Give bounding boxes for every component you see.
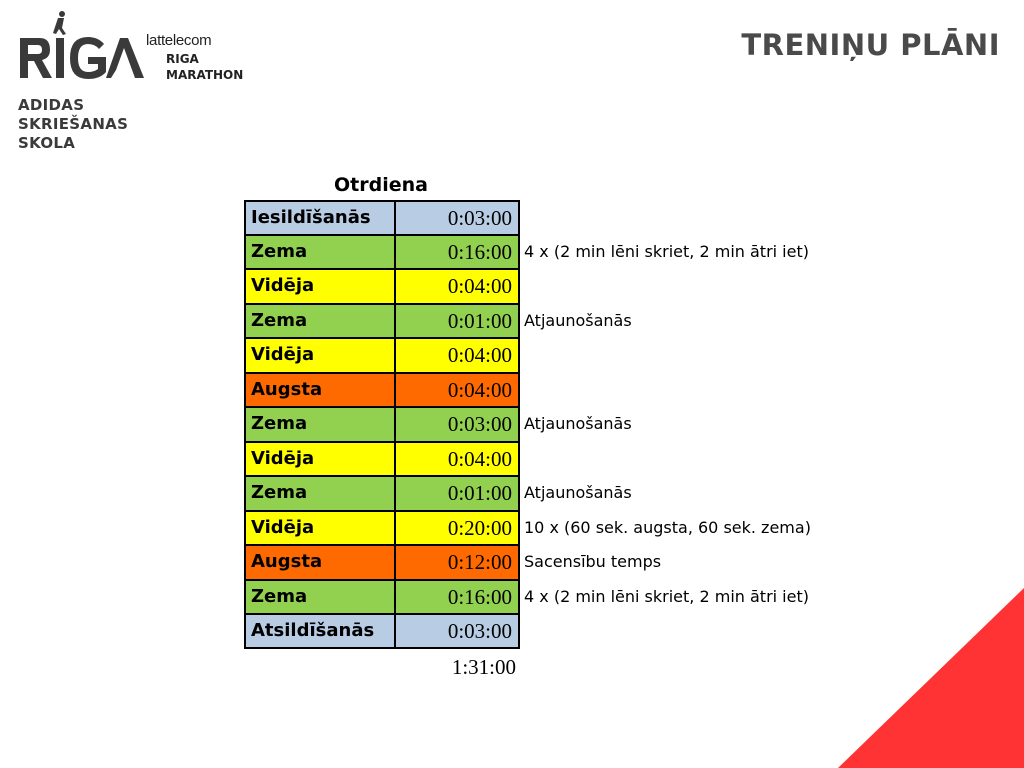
zone-cell: Augsta: [244, 545, 396, 580]
note-text: 10 x (60 sek. augsta, 60 sek. zema): [524, 517, 811, 537]
zone-cell: Vidēja: [244, 511, 396, 546]
brand-marathon: MARATHON: [166, 68, 244, 82]
school-name: [18, 96, 128, 153]
time-cell: 0:03:00: [396, 407, 520, 442]
time-cell: 0:16:00: [396, 580, 520, 615]
time-cell: 0:01:00: [396, 476, 520, 511]
school-line: SKRIEŠANAS: [18, 115, 129, 133]
time-cell: 0:04:00: [396, 373, 520, 408]
zone-cell: Zema: [244, 476, 396, 511]
zone-cell: Atsildīšanās: [244, 614, 396, 649]
zone-cell: Zema: [244, 235, 396, 270]
time-cell: 0:03:00: [396, 614, 520, 649]
brand-riga: RIGA: [166, 52, 199, 66]
time-cell: 0:04:00: [396, 442, 520, 477]
day-title: Otrdiena: [334, 174, 428, 196]
zone-cell: Zema: [244, 580, 396, 615]
zone-cell: Vidēja: [244, 269, 396, 304]
sponsor-name: lattelecom: [146, 32, 212, 49]
note-text: Atjaunošanās: [524, 483, 632, 502]
riga-marathon-logo: [18, 10, 258, 80]
page-title: TRENIŅU PLĀNI: [741, 28, 1000, 62]
time-cell: 0:01:00: [396, 304, 520, 339]
corner-accent-shape: [838, 588, 1024, 768]
note-text: Atjaunošanās: [524, 414, 632, 433]
zone-cell: Zema: [244, 304, 396, 339]
time-cell: 0:03:00: [396, 200, 520, 235]
school-line: ADIDAS: [18, 96, 85, 114]
note-text: 4 x (2 min lēni skriet, 2 min ātri iet): [524, 241, 809, 261]
zone-cell: Vidēja: [244, 338, 396, 373]
zone-cell: Augsta: [244, 373, 396, 408]
time-cell: 0:20:00: [396, 511, 520, 546]
total-time: 1:31:00: [451, 655, 516, 679]
note-text: 4 x (2 min lēni skriet, 2 min ātri iet): [524, 586, 809, 606]
school-line: SKOLA: [18, 134, 76, 152]
note-text: Atjaunošanās: [524, 310, 632, 330]
time-cell: 0:16:00: [396, 235, 520, 270]
note-text: Sacensību temps: [524, 552, 662, 571]
zone-cell: Iesildīšanās: [244, 200, 396, 235]
zone-cell: Zema: [244, 407, 396, 442]
time-cell: 0:04:00: [396, 338, 520, 373]
zone-cell: Vidēja: [244, 442, 396, 477]
time-cell: 0:12:00: [396, 545, 520, 580]
time-cell: 0:04:00: [396, 269, 520, 304]
riga-logo-mark: [18, 10, 148, 80]
